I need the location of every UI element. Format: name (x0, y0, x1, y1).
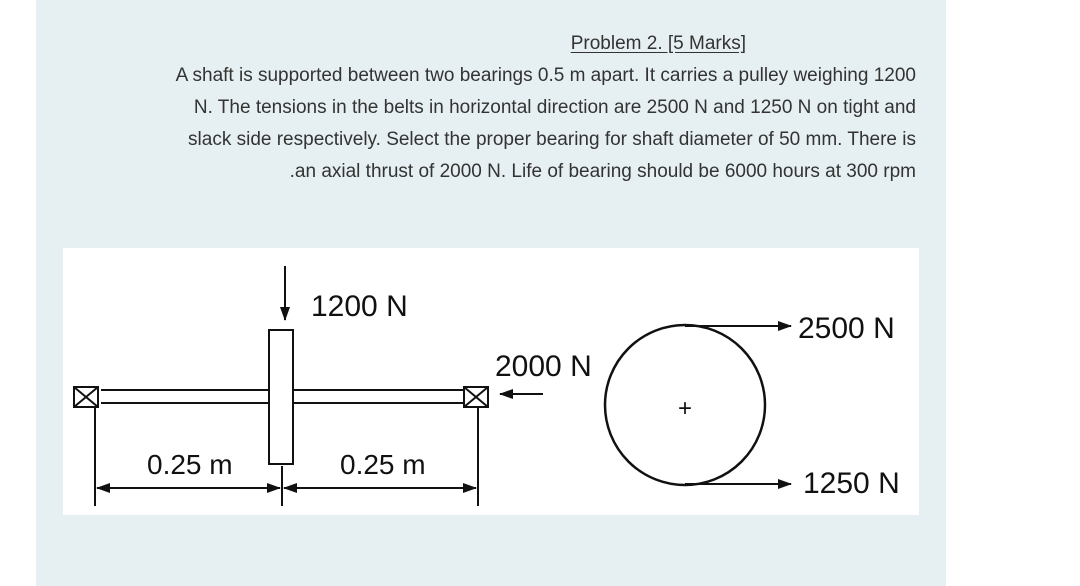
left-span-label: 0.25 m (147, 449, 233, 480)
shaft-diagram (63, 248, 919, 515)
right-bearing-icon (464, 387, 488, 407)
problem-title: Problem 2. [5 Marks] (570, 33, 746, 54)
right-span-label: 0.25 m (340, 449, 426, 480)
problem-statement (76, 60, 916, 188)
pulley-side-view (269, 330, 293, 464)
slack-side-tension-label: 1250 N (803, 467, 900, 500)
shaft-diagram-svg (63, 248, 919, 515)
tight-side-tension-label: 2500 N (798, 312, 895, 345)
statement-line-2: N. The tensions in the belts in horizontal direction are 2500 N and 1250 N on tight and (193, 97, 916, 118)
statement-line-3: slack side respectively. Select the proper bearing for shaft diameter of 50 mm. There is (188, 129, 916, 150)
pulley-weight-label: 1200 N (311, 290, 408, 323)
statement-line-1: A shaft is supported between two bearings 0.5 m apart. It carries a pulley weighing 1200 (175, 65, 916, 86)
axial-thrust-label: 2000 N (495, 350, 592, 383)
left-bearing-icon (74, 387, 98, 407)
statement-line-4: .an axial thrust of 2000 N. Life of bearing should be 6000 hours at 300 rpm (289, 161, 916, 182)
pulley-center-mark: + (677, 395, 693, 422)
